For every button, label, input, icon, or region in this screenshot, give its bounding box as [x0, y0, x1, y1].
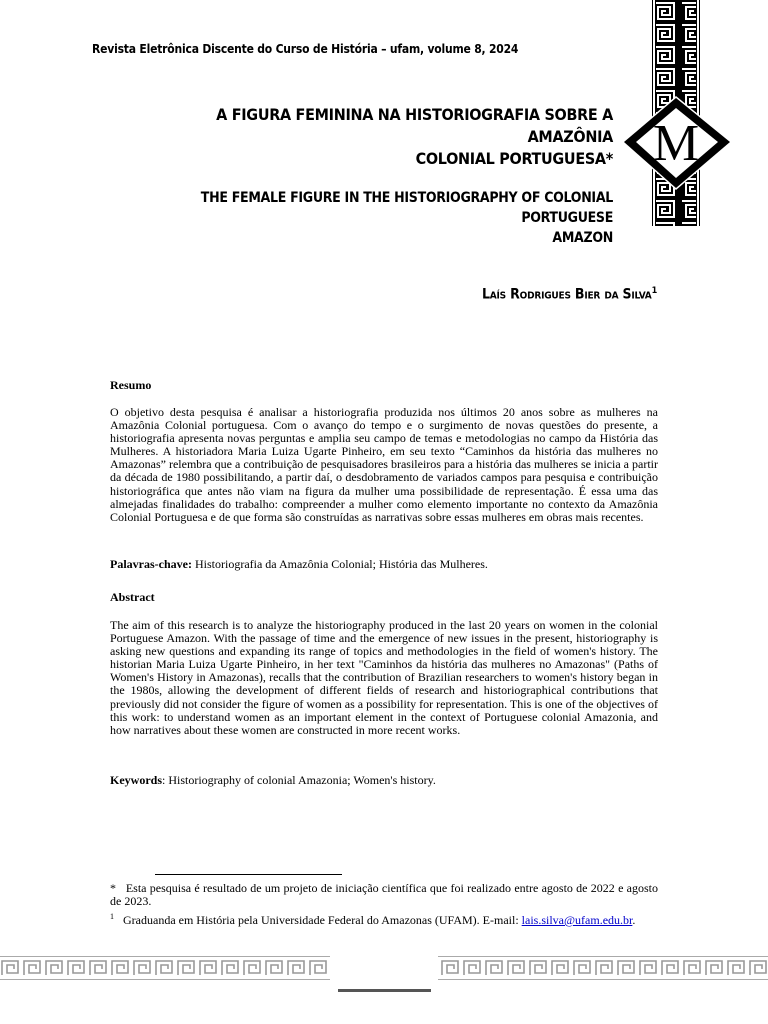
keywords-text: : Historiography of colonial Amazonia; Women's history. — [162, 773, 436, 787]
palavras-chave-text: Historiografia da Amazônia Colonial; História das Mulheres. — [194, 557, 488, 571]
author-text: Laís Rodrigues Bier da Silva — [481, 286, 652, 303]
footnote-one-text: Graduanda em História pela Universidade Federal do Amazonas (UFAM). E-mail: — [123, 913, 522, 927]
resumo-text: O objetivo desta pesquisa é analisar a historiografia produzida nos últimos 20 anos sobre as mulheres na Amazônia Colonial portuguesa. Com o avanço do tempo e o surgimento de novas questões do presente, a historiografia apresenta novas perguntas e amplia seu campo de temas e metodologias no campo da História das Mulheres. A historiadora Maria Luiza Ugarte Pinheiro, em seu texto “Caminhos da história das mulheres no Amazonas” relembra que a contribuição de pesquisadores brasileiros para a história das mulheres se inicia a partir da década de 1980 possibilitando, a partir daí, o desdobramento de variados campos para pesquisa e contribuição historiográfica que antes não viam na figura da mulher uma possibilidade de representação. É essa uma das almejadas finalidades do trabalho: compreender a mulher como elemento importante no contexto da Amazônia Colonial Portuguesa e de que forma são construídas as narrativas sobre essas mulheres em obras mais recentes. — [110, 405, 658, 524]
footnote-one-suffix: . — [632, 913, 636, 927]
title-en-line1: THE FEMALE FIGURE IN THE HISTORIOGRAPHY OF COLONIAL PORTUGUESE — [200, 190, 613, 226]
article-title-portuguese — [143, 104, 613, 170]
footnote-star-mark: * — [110, 881, 116, 895]
title-pt-line2: COLONIAL PORTUGUESA* — [415, 149, 613, 168]
resumo-heading: Resumo — [110, 378, 152, 392]
footnote-star — [110, 882, 658, 908]
footnote-one-mark: 1 — [110, 912, 114, 921]
palavras-chave-label: Palavras-chave: — [110, 557, 192, 571]
author-name — [482, 286, 657, 303]
journal-header: Revista Eletrônica Discente do Curso de História – ufam, volume 8, 2024 — [92, 42, 519, 56]
footnote-star-text: Esta pesquisa é resultado de um projeto de iniciação científica que foi realizado entre agosto de 2022 e agosto de 2023. — [110, 881, 659, 908]
footer-bar — [338, 989, 431, 992]
abstract-text: The aim of this research is to analyze the historiography produced in the last 20 years on women in the colonial Portuguese Amazon. With the passage of time and the emergence of new issues in the present, historiography is asking new questions and expanding its range of topics and methodologies in the field of women's history. The historian Maria Luiza Ugarte Pinheiro, in her text "Caminhos da história das mulheres no Amazonas" (Paths of Women's History in Amazonas), recalls that the contribution of Brazilian researchers to women's history began in the 1980s, allowing the development of different fields of research and historiographical contributions that previously did not consider the figure of women as a possibility for representation. This is one of the objectives of this work: to understand women as an important element in the context of Portuguese colonial Amazonia, and how narratives about these women are constructed in more recent works. — [110, 618, 658, 737]
footnote-one — [110, 910, 658, 927]
journal-logo — [622, 0, 734, 226]
keywords-label: Keywords — [110, 773, 162, 787]
author-footnote-mark: 1 — [651, 286, 657, 296]
palavras-chave — [110, 558, 658, 571]
keywords — [110, 774, 658, 787]
footnote-separator — [155, 874, 342, 875]
logo-letter: M — [652, 115, 700, 172]
article-title-english — [143, 188, 613, 248]
abstract-heading: Abstract — [110, 590, 155, 604]
decorative-border — [0, 955, 768, 981]
title-en-line2: AMAZON — [552, 230, 613, 246]
author-email-link[interactable]: lais.silva@ufam.edu.br — [521, 913, 633, 927]
title-pt-line1: A FIGURA FEMININA NA HISTORIOGRAFIA SOBRE A AMAZÔNIA — [216, 105, 613, 146]
